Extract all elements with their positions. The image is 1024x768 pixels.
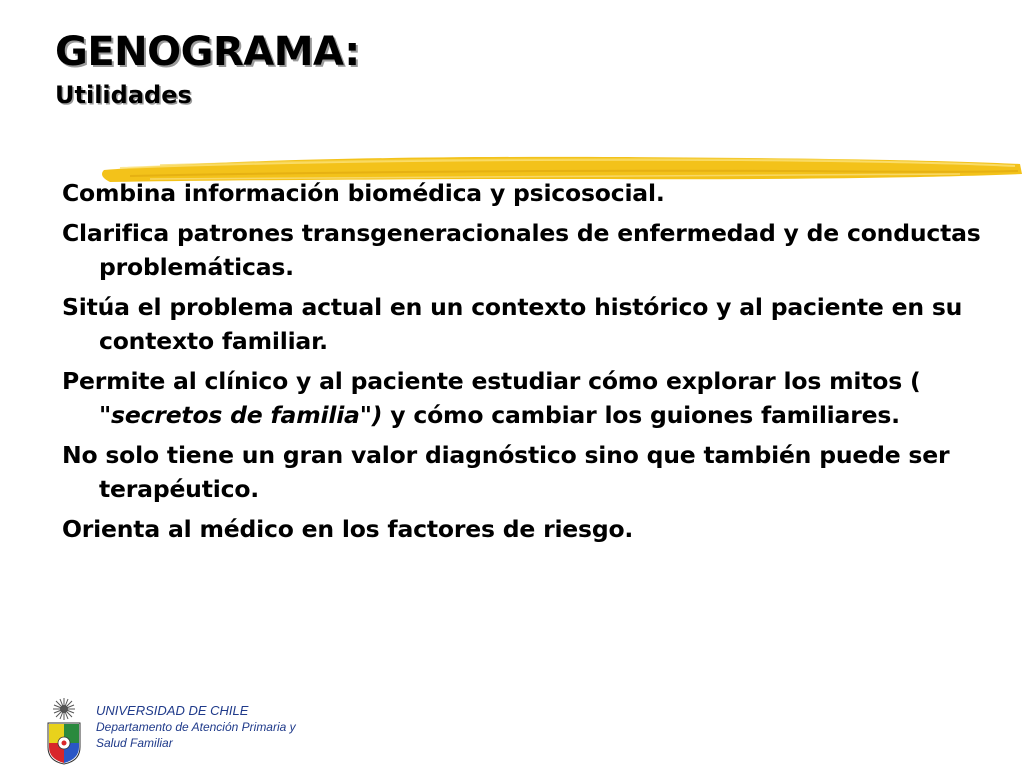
footer-university: UNIVERSIDAD DE CHILE	[96, 703, 249, 718]
bullet-item: Sitúa el problema actual en un contexto histórico y al paciente en su contexto familiar.	[62, 293, 963, 355]
bullet-item: No solo tiene un gran valor diagnóstico sino que también puede ser terapéutico.	[62, 441, 950, 503]
bullet-text: y cómo cambiar los guiones familiares.	[382, 401, 900, 429]
bullet-item	[62, 364, 982, 432]
bullet-item: Combina información biomédica y psicosocial.	[62, 179, 665, 207]
footer-department-line2: Salud Familiar	[96, 736, 173, 750]
slide-title: GENOGRAMA:	[55, 29, 360, 75]
university-logo-icon	[44, 697, 88, 765]
bullet-text: Permite al clínico y al paciente estudiar cómo explorar los mitos (	[62, 367, 921, 395]
footer-institution	[96, 703, 296, 751]
bullet-italic-text: "secretos de familia")	[99, 401, 383, 429]
slide-subtitle: Utilidades	[55, 81, 192, 109]
bullet-list	[62, 176, 982, 552]
bullet-item: Orienta al médico en los factores de riesgo.	[62, 515, 634, 543]
bullet-item: Clarifica patrones transgeneracionales de enfermedad y de conductas problemáticas.	[62, 219, 981, 281]
footer-department-line1: Departamento de Atención Primaria y	[96, 720, 296, 734]
